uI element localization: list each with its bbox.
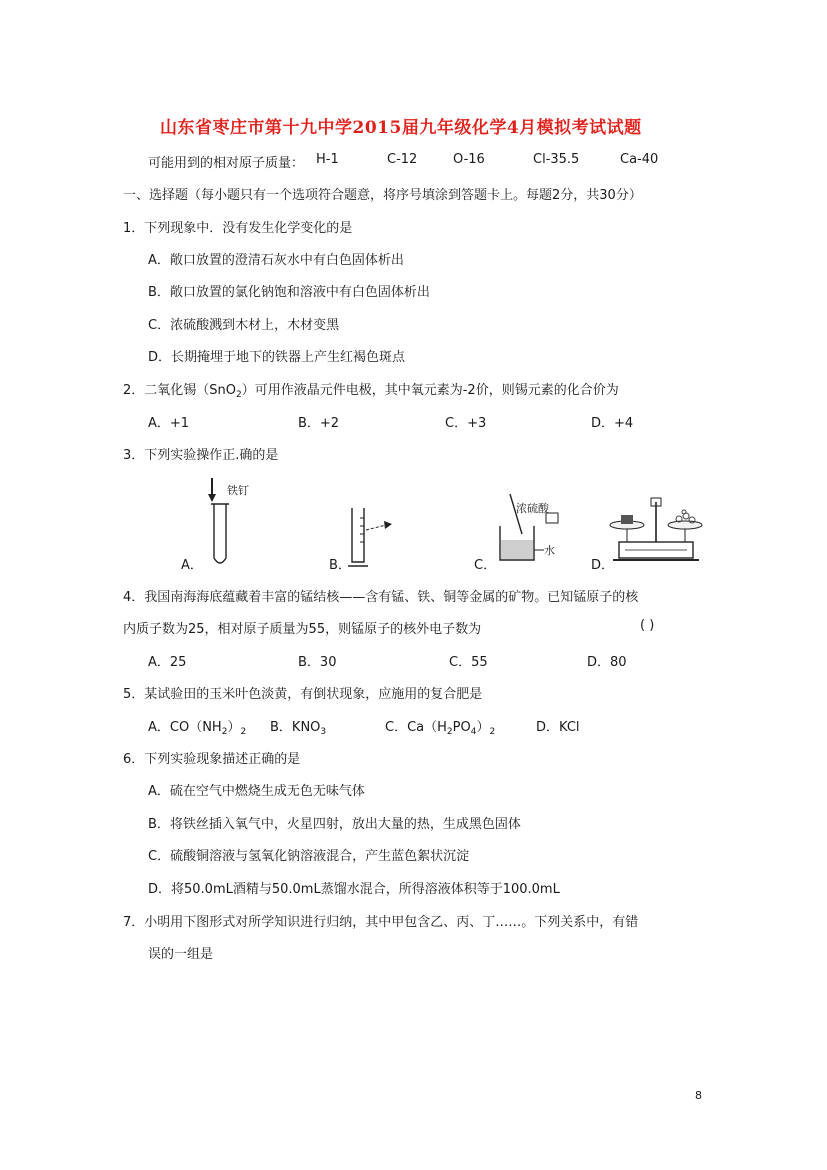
q5-option-a: A．$CO(NH_2)_2$ xyxy=(148,720,247,737)
q6-stem: 6．下列实验现象描述正确的是 xyxy=(123,752,301,767)
q1-option-c: C．浓硫酸溅到木材上，木材变黑 xyxy=(148,318,340,333)
q3-figure-b-graduated-cylinder xyxy=(340,504,400,570)
q2-option-c: C．+3 xyxy=(445,416,487,431)
q5-option-b: B．$KNO_3$ xyxy=(270,720,327,737)
q2-stem: 2．二氧化锡（SnO$_2$）可用作液晶元件电极，其中氧元素为-2价，则锡元素的化合价为 xyxy=(123,383,619,400)
q5-option-d: D．KCl xyxy=(536,720,580,735)
q4-stem-line2: 内质子数为25，相对原子质量为55，则锰原子的核外电子数为 xyxy=(123,622,482,637)
page-number: 8 xyxy=(695,1089,702,1102)
atomic-mass-c: C-12 xyxy=(387,152,418,167)
q4-answer-paren: ( ) xyxy=(640,618,655,633)
q5-option-c: C．$Ca(H_2PO_4)_2$ xyxy=(385,720,496,737)
atomic-mass-ca: Ca-40 xyxy=(620,152,659,167)
atomic-mass-label: 可能用到的相对原子质量： xyxy=(148,156,305,171)
q2-option-a: A．+1 xyxy=(148,416,190,431)
q4-option-c: C．55 xyxy=(449,655,488,670)
atomic-mass-o: O-16 xyxy=(453,152,485,167)
q3-option-c-label: C． xyxy=(474,558,497,573)
q4-option-d: D．80 xyxy=(587,655,627,670)
q3-figure-c-acid-label: 浓硫酸 xyxy=(516,502,549,515)
atomic-mass-cl: Cl-35.5 xyxy=(533,152,580,167)
q2-option-b: B．+2 xyxy=(298,416,340,431)
q5-stem: 5．某试验田的玉米叶色淡黄，有倒状现象，应施用的复合肥是 xyxy=(123,687,483,702)
q7-stem-line2: 误的一组是 xyxy=(148,947,214,962)
section-header: 一、选择题（每小题只有一个选项符合题意，将序号填涂到答题卡上。每题2分，共30分） xyxy=(123,188,642,203)
q6-option-d: D．将50.0mL酒精与50.0mL蒸馏水混合，所得溶液体积等于100.0mL xyxy=(148,882,560,897)
q6-option-c: C．硫酸铜溶液与氢氧化钠溶液混合，产生蓝色絮状沉淀 xyxy=(148,849,470,864)
q3-figure-c-water-label: 水 xyxy=(544,544,555,557)
q3-option-a-label: A． xyxy=(181,558,203,573)
q3-figure-c-dilution-beaker xyxy=(492,490,567,570)
q3-option-b-label: B． xyxy=(329,558,351,573)
atomic-mass-h: H-1 xyxy=(316,152,339,167)
q6-option-b: B．将铁丝插入氧气中，火星四射，放出大量的热，生成黑色固体 xyxy=(148,817,521,832)
q3-figure-a-label: 铁钉 xyxy=(227,484,249,497)
q1-stem: 1．下列现象中．没有发生化学变化的是 xyxy=(123,221,353,236)
q3-figure-a-nail-test-tube xyxy=(200,474,260,570)
q7-stem-line1: 7．小明用下图形式对所学知识进行归纳，其中甲包含乙、丙、丁……。下列关系中，有错 xyxy=(123,915,639,930)
q1-option-b: B．敞口放置的氯化钠饱和溶液中有白色固体析出 xyxy=(148,285,430,300)
q6-option-a: A．硫在空气中燃烧生成无色无味气体 xyxy=(148,784,365,799)
q2-option-d: D．+4 xyxy=(591,416,634,431)
q3-figure-d-balance xyxy=(605,488,705,570)
q1-option-a: A．敞口放置的澄清石灰水中有白色固体析出 xyxy=(148,253,404,268)
q1-option-d: D．长期掩埋于地下的铁器上产生红褐色斑点 xyxy=(148,350,406,365)
q3-option-d-label: D． xyxy=(591,558,615,573)
q4-stem-line1: 4．我国南海海底蕴藏着丰富的锰结核——含有锰、铁、铜等金属的矿物。已知锰原子的核 xyxy=(123,590,639,605)
page-title: 山东省枣庄市第十九中学2015届九年级化学4月模拟考试试题 xyxy=(160,118,642,138)
q3-stem: 3．下列实验操作正.确的是 xyxy=(123,448,279,463)
q4-option-b: B．30 xyxy=(298,655,337,670)
q4-option-a: A．25 xyxy=(148,655,187,670)
